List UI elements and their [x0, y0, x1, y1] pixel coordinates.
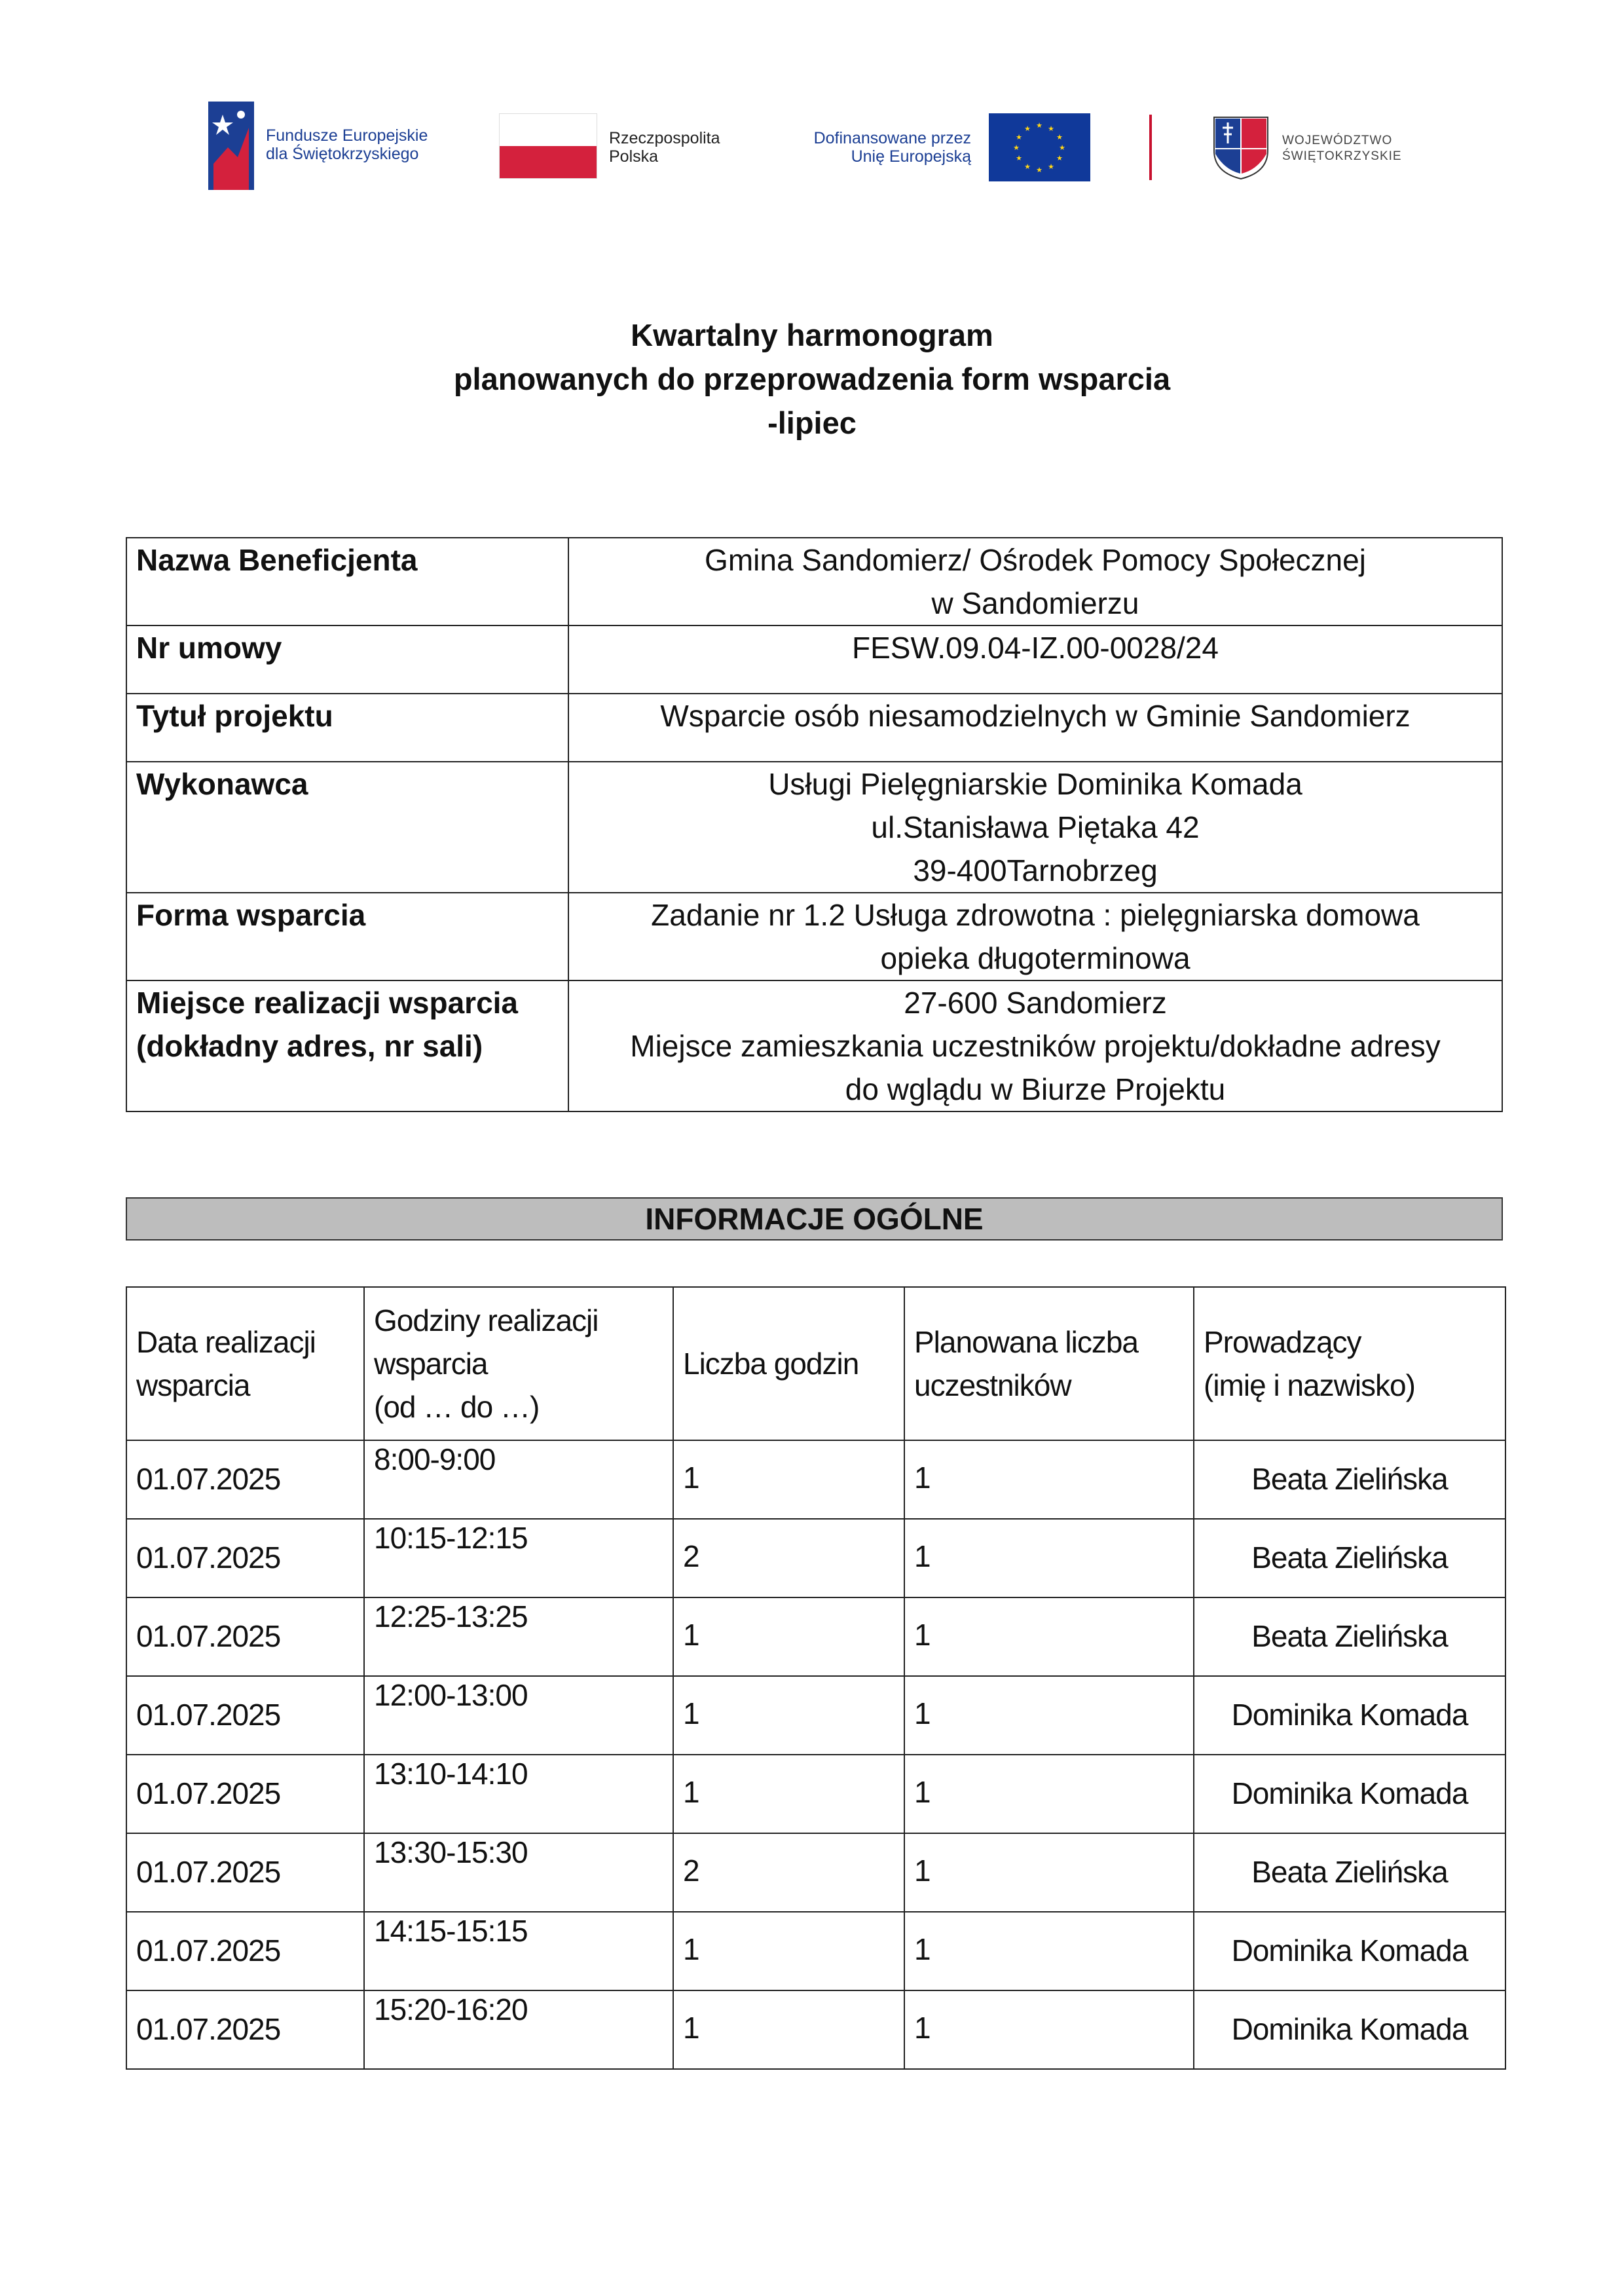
- row-hour-count: 2: [673, 1519, 904, 1597]
- info-row-beneficiary: [126, 538, 1502, 625]
- document-title: [0, 313, 1624, 445]
- eu-cofinancing-logo: [783, 113, 1090, 179]
- info-row-place: [126, 980, 1502, 1111]
- row-hours: 13:10-14:10: [364, 1755, 673, 1833]
- logo-bar: [0, 102, 1624, 193]
- table-row: [126, 1676, 1505, 1755]
- row-date: 01.07.2025: [126, 1990, 364, 2069]
- place-label: Miejsce realizacji wsparcia (dokładny adres, nr sali): [126, 980, 568, 1111]
- wojewodztwo-swietokrzyskie-logo: [1211, 115, 1428, 180]
- contract-label: Nr umowy: [126, 625, 568, 694]
- form-value: Zadanie nr 1.2 Usługa zdrowotna : pielęgniarska domowa opieka długoterminowa: [568, 893, 1502, 980]
- table-row: [126, 1440, 1505, 1519]
- section-header-general-info: INFORMACJE OGÓLNE: [126, 1197, 1503, 1241]
- row-hour-count: 1: [673, 1440, 904, 1519]
- svg-text:★: ★: [1016, 133, 1022, 141]
- row-participants: 1: [904, 1519, 1194, 1597]
- row-lead: Beata Zielińska: [1194, 1440, 1505, 1519]
- row-lead: Dominika Komada: [1194, 1912, 1505, 1990]
- project-info-table: [126, 537, 1503, 1112]
- row-date: 01.07.2025: [126, 1833, 364, 1912]
- row-lead: Dominika Komada: [1194, 1990, 1505, 2069]
- info-row-contract: [126, 625, 1502, 694]
- row-hours: 13:30-15:30: [364, 1833, 673, 1912]
- row-hours: 15:20-16:20: [364, 1990, 673, 2069]
- logo-divider: [1149, 115, 1152, 180]
- row-date: 01.07.2025: [126, 1755, 364, 1833]
- svg-text:★: ★: [1024, 162, 1031, 171]
- row-hour-count: 1: [673, 1990, 904, 2069]
- fe-logo-text: Fundusze Europejskie dla Świętokrzyskiego: [266, 126, 428, 163]
- svg-text:★: ★: [1024, 124, 1031, 133]
- svg-text:★: ★: [1016, 154, 1022, 162]
- schedule-header-row: [126, 1287, 1505, 1440]
- row-participants: 1: [904, 1755, 1194, 1833]
- row-hours: 12:25-13:25: [364, 1597, 673, 1676]
- row-date: 01.07.2025: [126, 1519, 364, 1597]
- contract-value: FESW.09.04-IZ.00-0028/24: [568, 625, 1502, 694]
- table-row: [126, 1755, 1505, 1833]
- row-hour-count: 1: [673, 1755, 904, 1833]
- col-header-hours: Godziny realizacji wsparcia (od … do …): [364, 1287, 673, 1440]
- polish-flag-icon: [499, 113, 597, 179]
- row-participants: 1: [904, 1597, 1194, 1676]
- table-row: [126, 1833, 1505, 1912]
- col-header-hour-count: Liczba godzin: [673, 1287, 904, 1440]
- project-label: Tytuł projektu: [126, 694, 568, 762]
- row-date: 01.07.2025: [126, 1676, 364, 1755]
- title-line-3: -lipiec: [767, 405, 857, 440]
- sw-logo-text: WOJEWÓDZTWO ŚWIĘTOKRZYSKIE: [1282, 134, 1402, 163]
- beneficiary-value: Gmina Sandomierz/ Ośrodek Pomocy Społecznej w Sandomierzu: [568, 538, 1502, 625]
- svg-text:★: ★: [1059, 143, 1065, 152]
- row-lead: Beata Zielińska: [1194, 1597, 1505, 1676]
- fe-star-icon: [208, 102, 254, 190]
- fundusze-europejskie-logo: [208, 102, 457, 190]
- project-value: Wsparcie osób niesamodzielnych w Gminie Sandomierz: [568, 694, 1502, 762]
- contractor-label: Wykonawca: [126, 762, 568, 893]
- swietokrzyskie-crest-icon: [1211, 115, 1270, 180]
- row-hour-count: 2: [673, 1833, 904, 1912]
- beneficiary-label: Nazwa Beneficjenta: [126, 538, 568, 625]
- svg-text:★: ★: [1048, 162, 1054, 171]
- row-participants: 1: [904, 1990, 1194, 2069]
- svg-text:★: ★: [1056, 133, 1063, 141]
- row-date: 01.07.2025: [126, 1912, 364, 1990]
- row-hours: 14:15-15:15: [364, 1912, 673, 1990]
- pl-logo-text: Rzeczpospolita Polska: [609, 129, 720, 166]
- row-hours: 10:15-12:15: [364, 1519, 673, 1597]
- row-date: 01.07.2025: [126, 1597, 364, 1676]
- table-row: [126, 1912, 1505, 1990]
- table-row: [126, 1990, 1505, 2069]
- svg-text:★: ★: [1056, 154, 1063, 162]
- row-hours: 12:00-13:00: [364, 1676, 673, 1755]
- title-line-2: planowanych do przeprowadzenia form wsparcia: [453, 362, 1171, 396]
- row-date: 01.07.2025: [126, 1440, 364, 1519]
- row-participants: 1: [904, 1912, 1194, 1990]
- svg-text:★: ★: [1036, 121, 1043, 130]
- svg-text:★: ★: [1013, 143, 1020, 152]
- col-header-participants: Planowana liczba uczestników: [904, 1287, 1194, 1440]
- schedule-table: [126, 1286, 1506, 2070]
- col-header-date: Data realizacji wsparcia: [126, 1287, 364, 1440]
- svg-text:★: ★: [1048, 124, 1054, 133]
- title-line-1: Kwartalny harmonogram: [631, 318, 993, 352]
- eu-flag-icon: [989, 113, 1090, 181]
- row-participants: 1: [904, 1440, 1194, 1519]
- row-lead: Dominika Komada: [1194, 1755, 1505, 1833]
- row-hour-count: 1: [673, 1676, 904, 1755]
- row-lead: Beata Zielińska: [1194, 1833, 1505, 1912]
- form-label: Forma wsparcia: [126, 893, 568, 980]
- row-participants: 1: [904, 1676, 1194, 1755]
- row-hours: 8:00-9:00: [364, 1440, 673, 1519]
- row-participants: 1: [904, 1833, 1194, 1912]
- table-row: [126, 1597, 1505, 1676]
- table-row: [126, 1519, 1505, 1597]
- row-lead: Beata Zielińska: [1194, 1519, 1505, 1597]
- info-row-contractor: [126, 762, 1502, 893]
- row-hour-count: 1: [673, 1912, 904, 1990]
- rzeczpospolita-polska-logo: [499, 113, 761, 179]
- info-row-form: [126, 893, 1502, 980]
- place-value: 27-600 Sandomierz Miejsce zamieszkania uczestników projektu/dokładne adresy do wglądu w Biurze Projektu: [568, 980, 1502, 1111]
- eu-logo-text: Dofinansowane przez Unię Europejską: [813, 129, 971, 166]
- info-row-project: [126, 694, 1502, 762]
- svg-text:★: ★: [1036, 166, 1043, 174]
- row-lead: Dominika Komada: [1194, 1676, 1505, 1755]
- col-header-lead: Prowadzący (imię i nazwisko): [1194, 1287, 1505, 1440]
- row-hour-count: 1: [673, 1597, 904, 1676]
- contractor-value: Usługi Pielęgniarskie Dominika Komada ul.Stanisława Piętaka 42 39-400Tarnobrzeg: [568, 762, 1502, 893]
